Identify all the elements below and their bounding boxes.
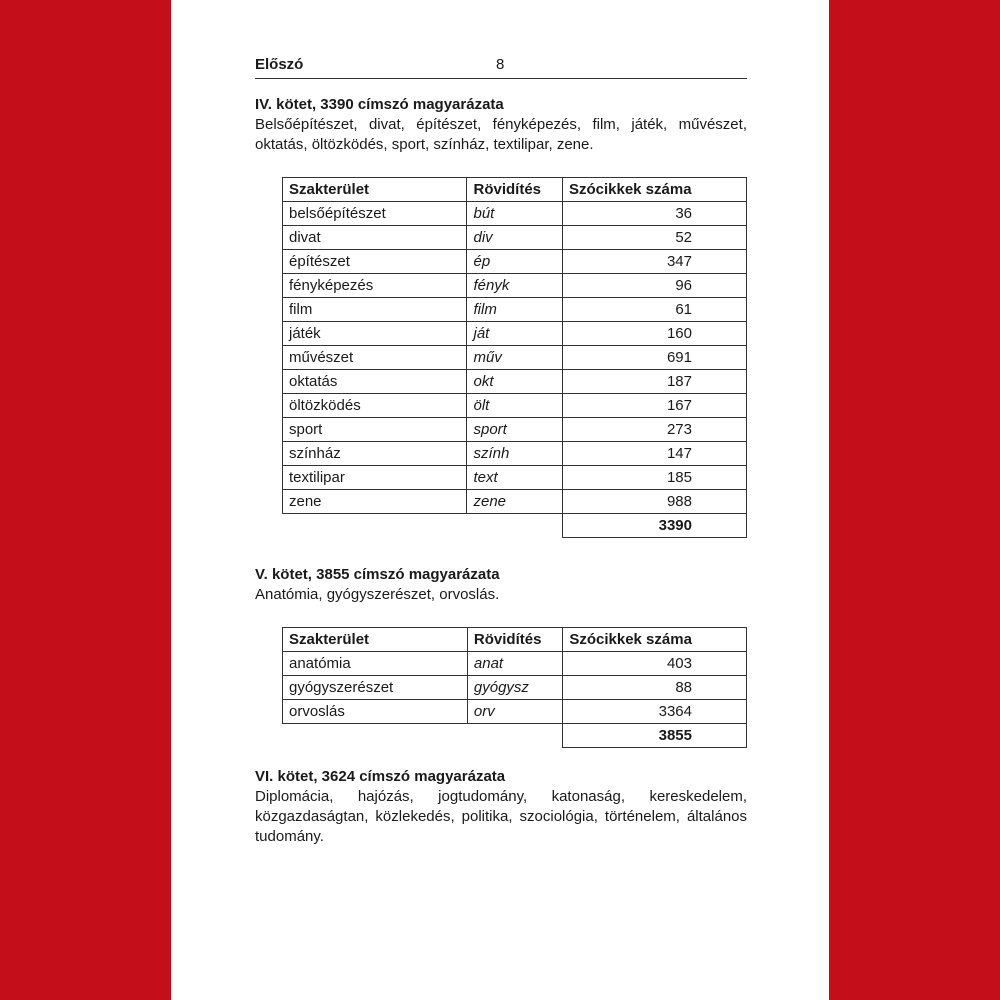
entry-count-cell: 403 [563, 652, 747, 676]
field-cell: színház [283, 442, 467, 466]
field-cell: művészet [283, 346, 467, 370]
table-row [283, 442, 747, 466]
entry-count-cell: 88 [563, 676, 747, 700]
field-cell: orvoslás [283, 700, 468, 724]
abbreviation-cell: szính [467, 442, 562, 466]
abbreviation-cell: orv [467, 700, 562, 724]
empty-cell [467, 514, 562, 538]
table-row [283, 274, 747, 298]
abbreviation-cell: ép [467, 250, 562, 274]
entry-count-cell: 96 [562, 274, 746, 298]
section-description: Diplomácia, hajózás, jogtudomány, katonaság, kereskedelem, közgazdaságtan, közlekedés, politika, szociológia, történelem, általános tudomány. [255, 788, 747, 845]
volume-iv-table [282, 177, 747, 538]
abbreviation-cell: okt [467, 370, 562, 394]
field-cell: belsőépítészet [283, 202, 467, 226]
field-cell: játék [283, 322, 467, 346]
abbreviation-cell: film [467, 298, 562, 322]
table-row [283, 346, 747, 370]
field-cell: divat [283, 226, 467, 250]
entry-count-cell: 347 [562, 250, 746, 274]
page-number: 8 [496, 56, 505, 73]
field-cell: építészet [283, 250, 467, 274]
abbreviation-cell: ját [467, 322, 562, 346]
abbreviation-cell: ölt [467, 394, 562, 418]
entry-count-cell: 167 [562, 394, 746, 418]
column-header: Szakterület [283, 628, 468, 652]
section-volume-v [255, 565, 747, 605]
section-heading: IV. kötet, 3390 címszó magyarázata [255, 96, 504, 113]
field-cell: oktatás [283, 370, 467, 394]
abbreviation-cell: műv [467, 346, 562, 370]
table-row [283, 202, 747, 226]
entry-count-cell: 988 [562, 490, 746, 514]
table-row [283, 466, 747, 490]
table-row [283, 394, 747, 418]
table-row [283, 676, 747, 700]
table-row [283, 298, 747, 322]
abbreviation-cell: div [467, 226, 562, 250]
column-header: Szakterület [283, 178, 467, 202]
entry-count-cell: 147 [562, 442, 746, 466]
entry-count-cell: 52 [562, 226, 746, 250]
entry-count-cell: 36 [562, 202, 746, 226]
empty-cell [283, 724, 468, 748]
section-description: Belsőépítészet, divat, építészet, fényképezés, film, játék, művészet, oktatás, öltözködés, sport, színház, textilipar, zene. [255, 116, 747, 153]
field-cell: gyógyszerészet [283, 676, 468, 700]
total-row [283, 514, 747, 538]
running-head-title: Előszó [255, 56, 304, 73]
section-heading: V. kötet, 3855 címszó magyarázata [255, 566, 500, 583]
entry-count-cell: 61 [562, 298, 746, 322]
volume-v-table [282, 627, 747, 748]
entry-count-cell: 185 [562, 466, 746, 490]
total-cell: 3855 [563, 724, 747, 748]
entry-count-cell: 691 [562, 346, 746, 370]
running-head [255, 56, 747, 79]
entry-count-cell: 273 [562, 418, 746, 442]
abbreviation-cell: anat [467, 652, 562, 676]
abbreviation-cell: gyógysz [467, 676, 562, 700]
abbreviation-cell: zene [467, 490, 562, 514]
section-volume-vi [255, 767, 747, 847]
table-header-row [283, 628, 747, 652]
table-row [283, 250, 747, 274]
section-description: Anatómia, gyógyszerészet, orvoslás. [255, 586, 500, 603]
section-volume-iv [255, 95, 747, 155]
empty-cell [467, 724, 562, 748]
field-cell: öltözködés [283, 394, 467, 418]
column-header: Rövidítés [467, 628, 562, 652]
field-cell: textilipar [283, 466, 467, 490]
entry-count-cell: 3364 [563, 700, 747, 724]
entry-count-cell: 187 [562, 370, 746, 394]
abbreviation-cell: fényk [467, 274, 562, 298]
table-row [283, 370, 747, 394]
table-row [283, 322, 747, 346]
book-page [171, 0, 829, 1000]
column-header: Szócikkek száma [563, 628, 747, 652]
section-heading: VI. kötet, 3624 címszó magyarázata [255, 768, 506, 785]
column-header: Rövidítés [467, 178, 562, 202]
empty-cell [283, 514, 467, 538]
abbreviation-cell: sport [467, 418, 562, 442]
field-cell: anatómia [283, 652, 468, 676]
entry-count-cell: 160 [562, 322, 746, 346]
field-cell: film [283, 298, 467, 322]
field-cell: sport [283, 418, 467, 442]
table-row [283, 418, 747, 442]
table-header-row [283, 178, 747, 202]
column-header: Szócikkek száma [562, 178, 746, 202]
table-row [283, 652, 747, 676]
field-cell: zene [283, 490, 467, 514]
abbreviation-cell: text [467, 466, 562, 490]
field-cell: fényképezés [283, 274, 467, 298]
total-row [283, 724, 747, 748]
total-cell: 3390 [562, 514, 746, 538]
abbreviation-cell: bút [467, 202, 562, 226]
table-row [283, 226, 747, 250]
table-row [283, 490, 747, 514]
table-row [283, 700, 747, 724]
